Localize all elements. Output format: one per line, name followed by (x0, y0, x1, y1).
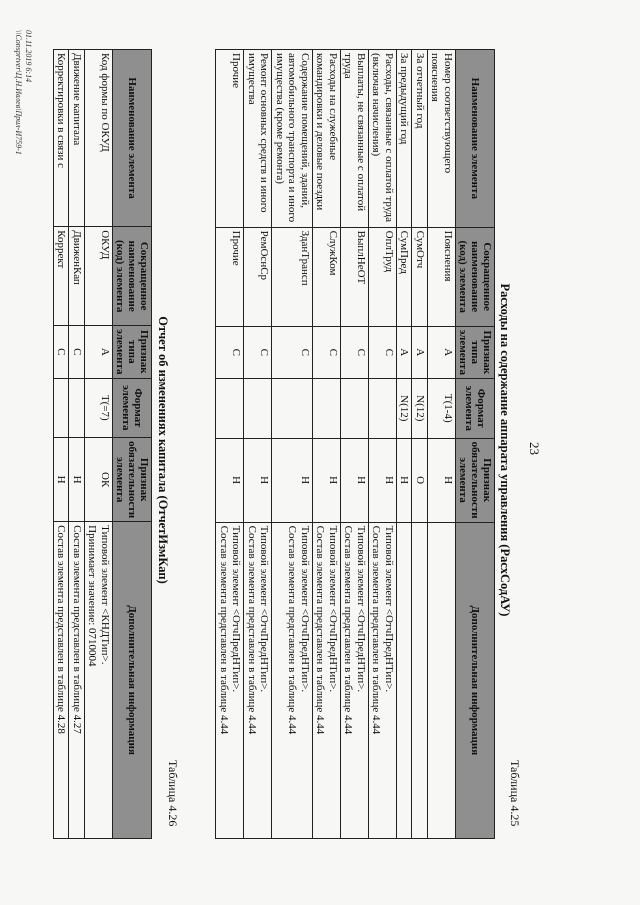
element-info-cell: Состав элемента представлен в таблице 4.27 (69, 522, 85, 839)
element-info-cell: Типовой элемент <ОтчПредНТип>. Состав элемента представлен в таблице 4.44 (369, 522, 397, 838)
element-type-cell: С (369, 326, 397, 378)
element-name-cell: Расходы, связанные с оплатой труда (включая начисления) (369, 50, 397, 228)
column-header: Сокращенное наименование (код) элемента (113, 227, 152, 326)
element-format-cell (313, 378, 341, 438)
table-body (54, 50, 113, 839)
element-format-cell (244, 378, 272, 438)
element-name-cell: Расходы на служебные командировки и деловые поездки (313, 50, 341, 228)
table-row (397, 50, 413, 839)
element-type-cell: С (216, 326, 244, 378)
table-row (54, 50, 70, 839)
element-type-cell: А (428, 326, 456, 378)
table-row (313, 50, 341, 839)
element-info-cell: Типовой элемент <ОтчПредНТип>. Состав элемента представлен в таблице 4.44 (313, 522, 341, 838)
element-format-cell (369, 378, 397, 438)
element-info-cell (397, 522, 413, 838)
element-code-cell: СумОтч (412, 227, 428, 326)
element-required-cell: Н (69, 438, 85, 522)
table-row (412, 50, 428, 839)
element-code-cell: Прочие (216, 227, 244, 326)
table-row (244, 50, 272, 839)
element-info-cell: Типовой элемент <ОтчПредНТип>. Состав элемента представлен в таблице 4.44 (272, 522, 313, 838)
element-info-cell (428, 522, 456, 838)
element-required-cell: О (412, 438, 428, 522)
element-name-cell: Движение капитала (69, 50, 85, 227)
column-header: Признак типа элемента (113, 326, 152, 378)
table-number: Таблица 4.25 (508, 760, 522, 827)
element-name-cell: Корректировки в связи с (54, 50, 70, 227)
element-code-cell: СумПред (397, 227, 413, 326)
element-format-cell: Т(1-4) (428, 378, 456, 438)
column-header: Формат элемента (456, 378, 495, 438)
column-header: Признак обязательности элемента (113, 438, 152, 522)
column-header: Формат элемента (113, 378, 152, 438)
element-type-cell: С (69, 326, 85, 378)
element-required-cell: Н (341, 438, 369, 522)
column-header: Наименование элемента (456, 50, 495, 228)
element-code-cell: СлужКом (313, 227, 341, 326)
element-name-cell: Код формы по ОКУД (85, 50, 113, 227)
table-row (369, 50, 397, 839)
table-row (341, 50, 369, 839)
element-name-cell: Прочие (216, 50, 244, 228)
element-type-cell: А (85, 326, 113, 378)
element-code-cell: РемОснСр (244, 227, 272, 326)
element-info-cell: Состав элемента представлен в таблице 4.28 (54, 522, 70, 839)
column-header: Признак типа элемента (456, 326, 495, 378)
element-info-cell (412, 522, 428, 838)
element-type-cell: С (244, 326, 272, 378)
column-header: Наименование элемента (113, 50, 152, 227)
element-format-cell (54, 378, 70, 438)
table-body (216, 50, 456, 839)
element-type-cell: С (54, 326, 70, 378)
element-format-cell: N(12) (397, 378, 413, 438)
element-required-cell: Н (397, 438, 413, 522)
table-header-row (113, 50, 152, 839)
column-header: Признак обязательности элемента (456, 438, 495, 522)
table-number: Таблица 4.26 (166, 760, 180, 827)
element-format-cell (216, 378, 244, 438)
element-required-cell: Н (369, 438, 397, 522)
element-format-cell: Т(=7) (85, 378, 113, 438)
element-format-cell (69, 378, 85, 438)
table-row (428, 50, 456, 839)
element-code-cell: ОКУД (85, 227, 113, 326)
element-required-cell: ОК (85, 438, 113, 522)
element-info-cell: Типовой элемент <ОтчПредНТип>. Состав элемента представлен в таблице 4.44 (244, 522, 272, 838)
table-capital-changes (53, 49, 152, 839)
element-required-cell: Н (428, 438, 456, 522)
element-required-cell: Н (272, 438, 313, 522)
element-required-cell: Н (244, 438, 272, 522)
table-title: Расходы на содержание аппарата управления (РасхСодАУ) (498, 283, 512, 617)
element-name-cell: Выплаты, не связанные с оплатой труда (341, 50, 369, 228)
table-row (69, 50, 85, 839)
element-required-cell: Н (313, 438, 341, 522)
element-info-cell: Типовой элемент <КНДТип>. Принимает значение: 0710004 (85, 522, 113, 839)
element-name-cell: За отчетный год (412, 50, 428, 228)
element-type-cell: С (313, 326, 341, 378)
element-name-cell: Ремонт основных средств и иного имущества (244, 50, 272, 228)
element-name-cell: За предыдущий год (397, 50, 413, 228)
table-row (85, 50, 113, 839)
element-required-cell: Н (54, 438, 70, 522)
element-info-cell: Типовой элемент <ОтчПредНТип>. Состав элемента представлен в таблице 4.44 (216, 522, 244, 838)
table-title: Отчет об изменениях капитала (ОтчетИзмКап) (156, 316, 170, 584)
element-name-cell: Номер соответствующего пояснения (428, 50, 456, 228)
element-code-cell: ОплТруд (369, 227, 397, 326)
element-type-cell: А (397, 326, 413, 378)
column-header: Дополнительная информация (113, 522, 152, 839)
column-header: Дополнительная информация (456, 522, 495, 838)
element-code-cell: ВыплНеОТ (341, 227, 369, 326)
element-code-cell: ДвиженКап (69, 227, 85, 326)
column-header: Сокращенное наименование (код) элемента (456, 227, 495, 326)
element-name-cell: Содержание помещений, зданий, автомобильного транспорта и иного имущества (кроме ремонта) (272, 50, 313, 228)
footer-path: \\Consprtver\Ц.Н.Ивлев\Прил-И759-1 (14, 30, 23, 155)
element-type-cell: А (412, 326, 428, 378)
element-code-cell: Коррект (54, 227, 70, 326)
table-row (272, 50, 313, 839)
table-row (216, 50, 244, 839)
element-info-cell: Типовой элемент <ОтчПредНТип>. Состав элемента представлен в таблице 4.44 (341, 522, 369, 838)
element-format-cell (341, 378, 369, 438)
element-format-cell: N(12) (412, 378, 428, 438)
element-type-cell: С (272, 326, 313, 378)
footer-timestamp: 01.11.2019 6:14 (24, 30, 33, 83)
page-number: 23 (527, 442, 542, 455)
element-code-cell: ЗданТрансп (272, 227, 313, 326)
table-expenses (216, 49, 496, 839)
element-required-cell: Н (216, 438, 244, 522)
element-code-cell: Пояснения (428, 227, 456, 326)
element-format-cell (272, 378, 313, 438)
table-header-row (456, 50, 495, 839)
element-type-cell: С (341, 326, 369, 378)
